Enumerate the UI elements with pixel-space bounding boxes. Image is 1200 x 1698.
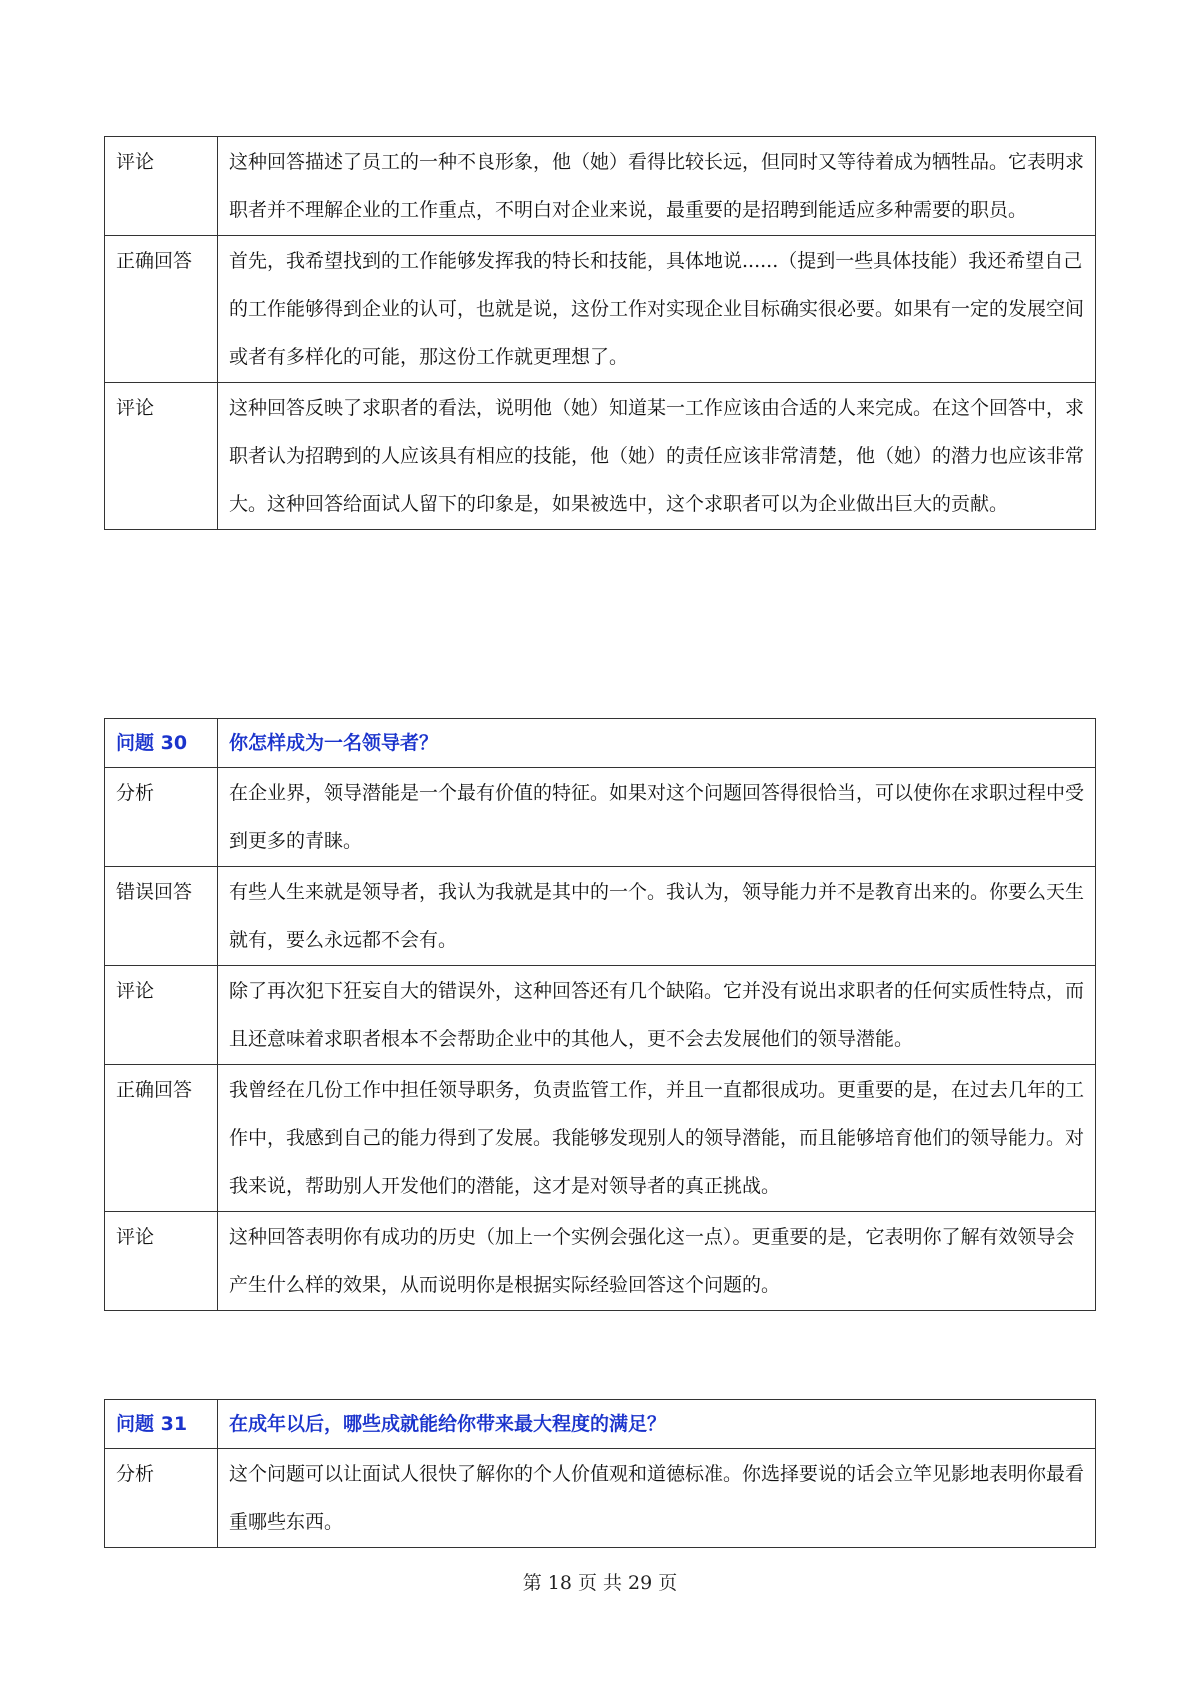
question-title: 你怎样成为一名领导者？ [218, 719, 1096, 768]
row-text: 我曾经在几份工作中担任领导职务，负责监管工作，并且一直都很成功。更重要的是，在过去几年的工作中，我感到自己的能力得到了发展。我能够发现别人的领导潜能，而且能够培育他们的领导能力。对我来说，帮助别人开发他们的潜能，这才是对领导者的真正挑战。 [218, 1065, 1096, 1212]
qa-table-continued [104, 136, 1096, 530]
row-text: 这个问题可以让面试人很快了解你的个人价值观和道德标准。你选择要说的话会立竿见影地表明你最看重哪些东西。 [218, 1449, 1096, 1548]
table-row [105, 1212, 1096, 1311]
table-row [105, 383, 1096, 530]
table-row [105, 236, 1096, 383]
page-number-footer: 第 18 页 共 29 页 [522, 1572, 678, 1594]
row-text: 除了再次犯下狂妄自大的错误外，这种回答还有几个缺陷。它并没有说出求职者的任何实质性特点，而且还意味着求职者根本不会帮助企业中的其他人，更不会去发展他们的领导潜能。 [218, 966, 1096, 1065]
question-number: 问题 30 [105, 719, 218, 768]
qa-table-question-31 [104, 1399, 1096, 1548]
row-text: 有些人生来就是领导者，我认为我就是其中的一个。我认为，领导能力并不是教育出来的。你要么天生就有，要么永远都不会有。 [218, 867, 1096, 966]
table-row [105, 966, 1096, 1065]
row-label: 分析 [105, 1449, 218, 1548]
row-label: 正确回答 [105, 1065, 218, 1212]
qa-table-question-30 [104, 718, 1096, 1311]
row-label: 评论 [105, 1212, 218, 1311]
row-label: 评论 [105, 966, 218, 1065]
row-text: 首先，我希望找到的工作能够发挥我的特长和技能，具体地说......（提到一些具体技能）我还希望自己的工作能够得到企业的认可，也就是说，这份工作对实现企业目标确实很必要。如果有一定的发展空间或者有多样化的可能，那这份工作就更理想了。 [218, 236, 1096, 383]
row-text: 这种回答描述了员工的一种不良形象，他（她）看得比较长远，但同时又等待着成为牺牲品。它表明求职者并不理解企业的工作重点，不明白对企业来说，最重要的是招聘到能适应多种需要的职员。 [218, 137, 1096, 236]
row-text: 在企业界，领导潜能是一个最有价值的特征。如果对这个问题回答得很恰当，可以使你在求职过程中受到更多的青睐。 [218, 768, 1096, 867]
row-label: 错误回答 [105, 867, 218, 966]
row-label: 正确回答 [105, 236, 218, 383]
question-number: 问题 31 [105, 1400, 218, 1449]
question-heading-row [105, 719, 1096, 768]
row-text: 这种回答表明你有成功的历史（加上一个实例会强化这一点）。更重要的是，它表明你了解有效领导会产生什么样的效果，从而说明你是根据实际经验回答这个问题的。 [218, 1212, 1096, 1311]
table-row [105, 1065, 1096, 1212]
question-title: 在成年以后，哪些成就能给你带来最大程度的满足？ [218, 1400, 1096, 1449]
table-row [105, 768, 1096, 867]
question-heading-row [105, 1400, 1096, 1449]
row-label: 评论 [105, 137, 218, 236]
table-row [105, 1449, 1096, 1548]
table-row [105, 867, 1096, 966]
row-label: 分析 [105, 768, 218, 867]
row-label: 评论 [105, 383, 218, 530]
row-text: 这种回答反映了求职者的看法，说明他（她）知道某一工作应该由合适的人来完成。在这个回答中，求职者认为招聘到的人应该具有相应的技能，他（她）的责任应该非常清楚，他（她）的潜力也应该非常大。这种回答给面试人留下的印象是，如果被选中，这个求职者可以为企业做出巨大的贡献。 [218, 383, 1096, 530]
table-row [105, 137, 1096, 236]
